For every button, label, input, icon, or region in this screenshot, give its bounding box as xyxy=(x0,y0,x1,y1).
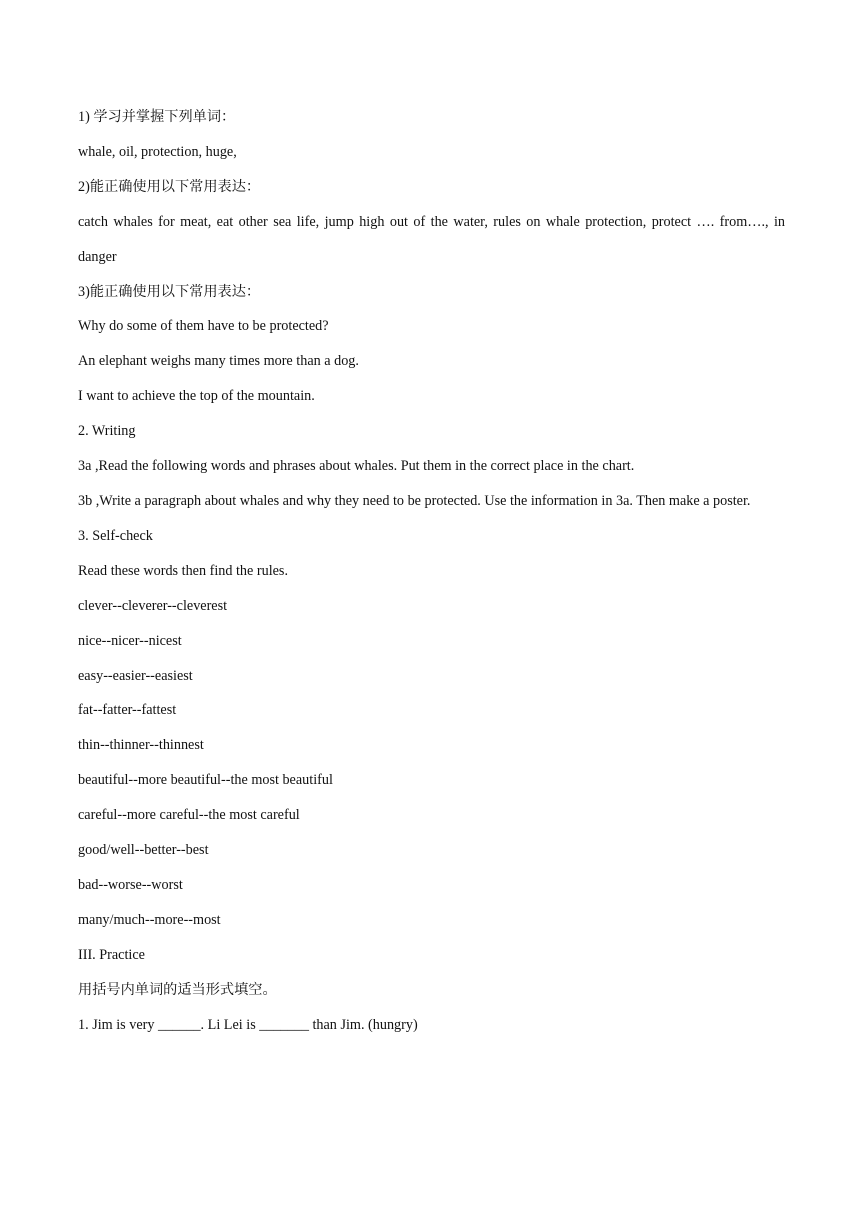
task-3b: 3b ,Write a paragraph about whales and why they need to be protected. Use the information in 3a. Then make a poster. xyxy=(78,492,751,509)
document-page xyxy=(78,100,785,1042)
word-form-row: clever--cleverer--cleverest xyxy=(78,597,228,614)
word-form-row: careful--more careful--the most careful xyxy=(78,807,300,824)
word-form-row: many/much--more--most xyxy=(78,911,221,928)
objective-2-heading: 2)能正确使用以下常用表达： xyxy=(78,178,261,195)
word-form-row: good/well--better--best xyxy=(78,842,209,859)
section-writing-heading: 2. Writing xyxy=(78,423,136,440)
objective-1-heading: 1) 学习并掌握下列单词： xyxy=(78,109,236,125)
expressions-list: catch whales for meat, eat other sea life, jump high out of the water, rules on whale protection, protect …. from…., in danger xyxy=(78,213,785,265)
word-form-row: fat--fatter--fattest xyxy=(78,702,177,719)
example-sentence-2: An elephant weighs many times more than a dog. xyxy=(78,353,359,370)
task-3a: 3a ,Read the following words and phrases about whales. Put them in the correct place in the chart. xyxy=(78,458,635,475)
section-self-check-heading: 3. Self-check xyxy=(78,527,153,544)
practice-question-1: 1. Jim is very ______. Li Lei is _______ than Jim. (hungry) xyxy=(78,1016,418,1033)
objective-3-heading: 3)能正确使用以下常用表达： xyxy=(78,283,261,300)
word-form-row: easy--easier--easiest xyxy=(78,667,193,684)
word-form-row: beautiful--more beautiful--the most beautiful xyxy=(78,772,333,789)
word-form-row: bad--worse--worst xyxy=(78,876,183,893)
example-sentence-3: I want to achieve the top of the mountain. xyxy=(78,388,315,405)
example-sentence-1: Why do some of them have to be protected? xyxy=(78,318,329,335)
vocabulary-list: whale, oil, protection, huge, xyxy=(78,143,237,160)
word-form-row: thin--thinner--thinnest xyxy=(78,737,204,754)
section-practice-heading: III. Practice xyxy=(78,946,145,963)
practice-instruction: 用括号内单词的适当形式填空。 xyxy=(78,981,277,998)
self-check-instruction: Read these words then find the rules. xyxy=(78,562,288,579)
word-form-row: nice--nicer--nicest xyxy=(78,632,182,649)
